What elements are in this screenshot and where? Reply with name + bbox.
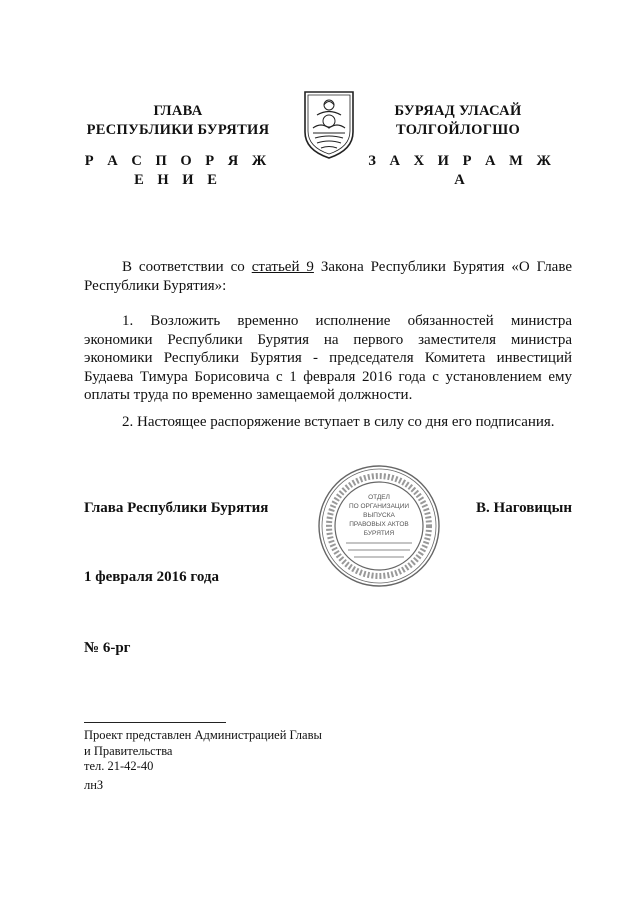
header-right [358,102,558,140]
seal-line-2: ПО ОРГАНИЗАЦИИ [348,503,410,510]
footer-phone: тел. 21-42-40 [84,759,154,773]
doc-type-right: З А Х И Р А М Ж А [368,153,556,188]
footer-line-2: и Правительства [84,743,173,758]
coat-of-arms-icon [301,88,357,160]
item-2-paragraph: 2. Настоящее распоряжение вступает в силу со дня его подписания. [122,414,555,430]
header-right-subtitle: ТОЛГОЙЛОГШО [395,122,521,138]
footer-line-1: Проект представлен Администрацией Главы [84,728,322,742]
signatory-position: Глава Республики Бурятия [84,500,269,516]
intro-text-start: В соответствии со [122,259,252,275]
seal-line-1: ОТДЕЛ [368,494,390,501]
document-number: № 6-рг [84,640,131,656]
item-1-paragraph: 1. Возложить временно исполнение обязанностей министра экономики Республики Бурятия на первого заместителя министра экономики Республики Бурятия - председателя Комитета инвестиций Будаева Тимура Борисовича с 1 февраля 2016 года с установлением ему оплаты труда по временно замещаемой должности. [84,313,572,403]
header-left-subtitle: РЕСПУБЛИКИ БУРЯТИЯ [86,122,270,138]
seal-line-4: ПРАВОВЫХ АКТОВ [349,521,409,528]
seal-line-5: БУРЯТИЯ [363,530,395,537]
footer-note [84,728,322,775]
signatory-name: В. Наговицын [476,500,572,516]
official-seal-icon [316,463,442,589]
footnote-divider [84,722,226,723]
article-link[interactable]: статьей 9 [251,259,314,275]
header-left-title: ГЛАВА [153,103,203,119]
intro-text-end: Закона Республики Бурятия «О Главе Республики Бурятия»: [84,259,572,294]
footer-code: лнЗ [84,778,104,792]
header-left [78,102,278,140]
header-right-title: БУРЯАД УЛАСАЙ [394,103,522,119]
doc-type-left: Р А С П О Р Я Ж Е Н И Е [84,153,272,188]
document-date: 1 февраля 2016 года [84,569,219,585]
intro-paragraph [84,258,572,295]
seal-line-3: ВЫПУСКА [363,512,395,519]
